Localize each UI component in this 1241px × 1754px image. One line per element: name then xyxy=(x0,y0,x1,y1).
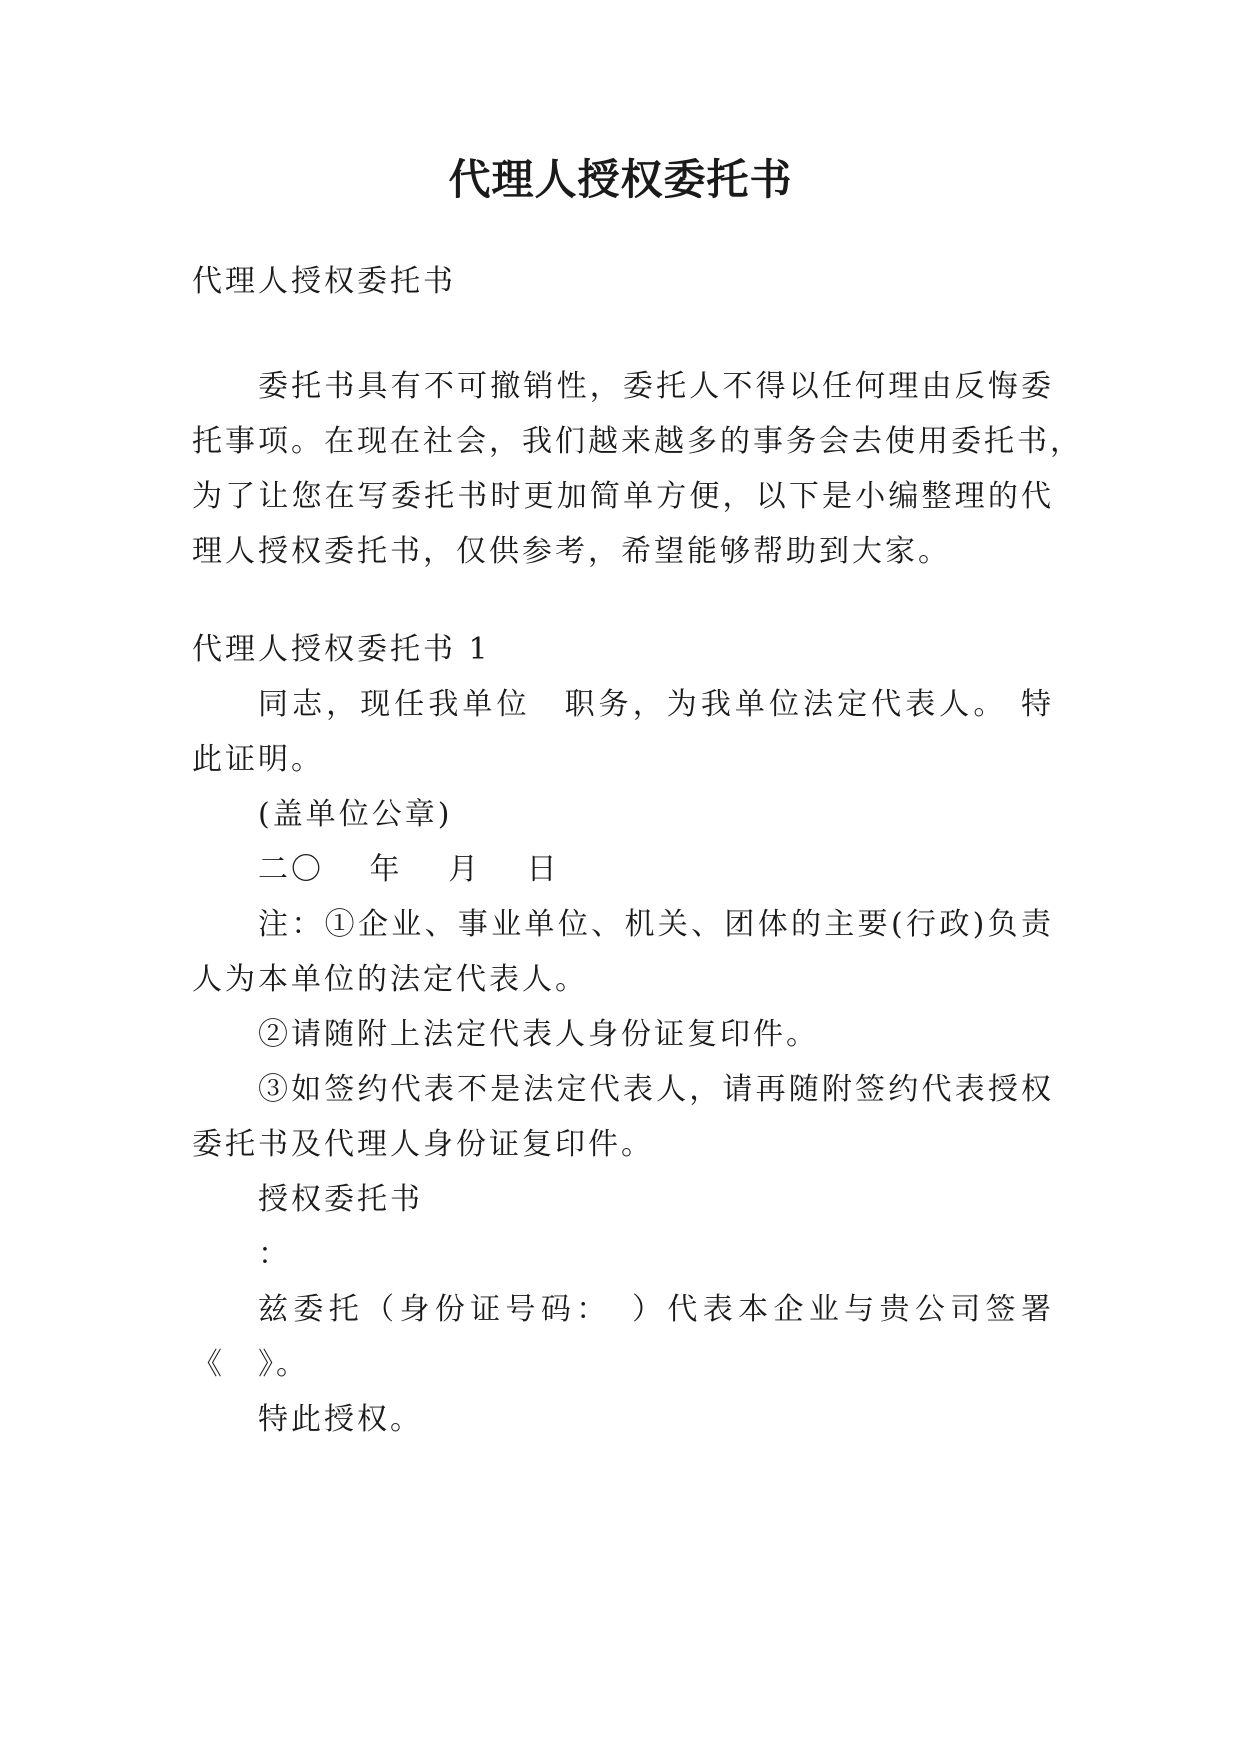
intro-line-2: 托事项。在现在社会，我们越来越多的事务会去使用委托书， xyxy=(192,424,1083,459)
note-2: ②请随附上法定代表人身份证复印件。 xyxy=(258,1017,819,1052)
intro-line-3: 为了让您在写委托书时更加简单方便，以下是小编整理的代 xyxy=(192,479,1054,514)
addressee-colon: ： xyxy=(258,1237,291,1272)
note-3-line-1: ③如签约代表不是法定代表人，请再随附签约代表授权 xyxy=(258,1072,1054,1107)
intro-line-1: 委托书具有不可撤销性，委托人不得以任何理由反悔委 xyxy=(258,369,1054,404)
note-1-line-1: 注：①企业、事业单位、机关、团体的主要(行政)负责 xyxy=(258,907,1054,942)
document-title: 代理人授权委托书 xyxy=(448,155,793,204)
seal-note: (盖单位公章) xyxy=(258,797,453,832)
authorization-line-2: 《 》。 xyxy=(192,1347,309,1382)
date-line: 二〇 年 月 日 xyxy=(258,852,560,887)
section-heading: 代理人授权委托书 1 xyxy=(192,632,491,667)
subtitle: 代理人授权委托书 xyxy=(192,264,456,299)
authorization-heading: 授权委托书 xyxy=(258,1182,423,1217)
certificate-line-1: 同志，现任我单位 职务，为我单位法定代表人。 特 xyxy=(258,687,1054,722)
certificate-line-2: 此证明。 xyxy=(192,742,324,777)
authorization-line-1: 兹委托（身份证号码： ）代表本企业与贵公司签署 xyxy=(258,1292,1054,1327)
note-3-line-2: 委托书及代理人身份证复印件。 xyxy=(192,1127,654,1162)
closing-line: 特此授权。 xyxy=(258,1402,423,1437)
intro-line-4: 理人授权委托书，仅供参考，希望能够帮助到大家。 xyxy=(192,534,951,569)
note-1-line-2: 人为本单位的法定代表人。 xyxy=(192,962,588,997)
